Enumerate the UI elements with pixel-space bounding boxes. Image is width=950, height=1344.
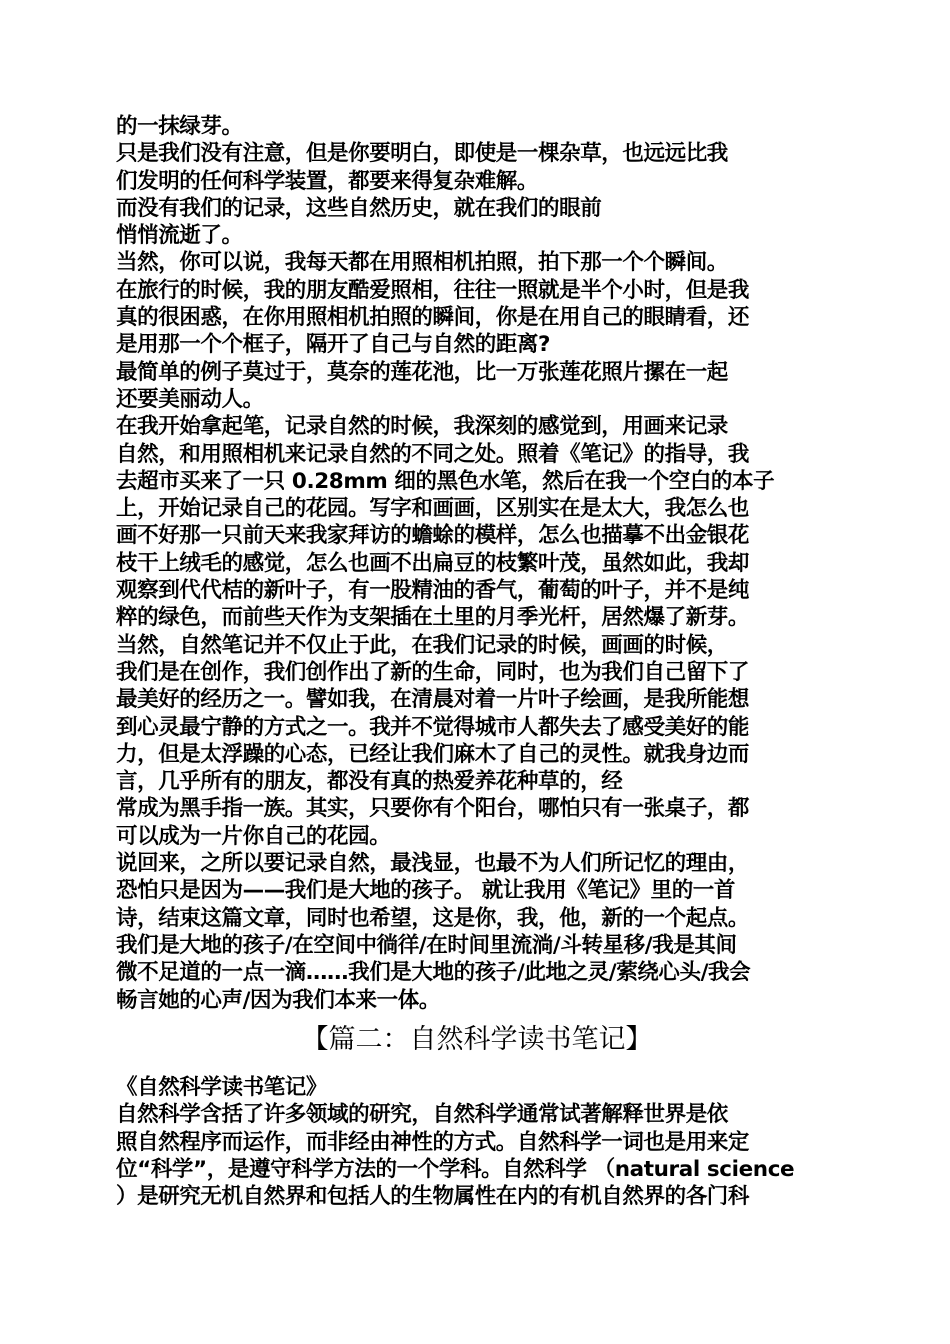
text-line: 最简单的例子莫过于，莫奈的莲花池，比一万张莲花照片摞在一起: [116, 359, 728, 385]
text-line: 常成为黑手指一族。其实，只要你有个阳台，哪怕只有一张桌子，都: [116, 796, 750, 822]
article-body-part-1: [116, 113, 838, 1014]
text-line: 而没有我们的记录，这些自然历史，就在我们的眼前: [116, 195, 602, 221]
text-line: 上，开始记录自己的花园。写字和画画，区别实在是太大，我怎么也: [116, 496, 750, 522]
text-line: 在旅行的时候，我的朋友酷爱照相，往往一照就是半个小时，但是我: [116, 277, 750, 303]
text-line: 画不好那一只前天来我家拜访的蟾蜍的模样，怎么也描摹不出金银花: [116, 523, 750, 549]
text-line: 位“科学”，是遵守科学方法的一个学科。自然科学 （natural science: [116, 1156, 795, 1182]
text-line: 在我开始拿起笔，记录自然的时候，我深刻的感觉到，用画来记录: [116, 414, 728, 440]
text-line: 们发明的任何科学装置，都要来得复杂难解。: [116, 168, 539, 194]
text-line: 是用那一个个框子，隔开了自己与自然的距离?: [116, 332, 551, 358]
text-line: 观察到代代桔的新叶子，有一股精油的香气，葡萄的叶子，并不是纯: [116, 578, 750, 604]
text-line: 自然，和用照相机来记录自然的不同之处。照着《笔记》的指导，我: [116, 441, 750, 467]
text-line: 自然科学含括了许多领域的研究，自然科学通常试著解释世界是依: [116, 1102, 728, 1128]
text-line: 恐怕只是因为——我们是大地的孩子。 就让我用《笔记》里的一首: [116, 878, 735, 904]
text-line: 力，但是太浮躁的心态，已经让我们麻木了自己的灵性。就我身边而: [116, 741, 750, 767]
text-line: 枝干上绒毛的感觉，怎么也画不出扁豆的枝繁叶茂，虽然如此，我却: [116, 550, 750, 576]
text-line: 可以成为一片你自己的花园。: [116, 823, 391, 849]
text-line: 《自然科学读书笔记》: [116, 1075, 328, 1100]
text-line: 当然，自然笔记并不仅止于此，在我们记录的时候，画画的时候，: [116, 632, 728, 658]
text-line: 的一抹绿芽。: [116, 114, 243, 139]
text-line: 言，几乎所有的朋友，都没有真的热爱养花种草的，经: [116, 769, 623, 795]
text-line: 只是我们没有注意，但是你要明白，即使是一棵杂草，也远远比我: [116, 141, 728, 167]
article-body-part-2: [116, 1074, 838, 1210]
text-line: 到心灵最宁静的方式之一。我并不觉得城市人都失去了感受美好的能: [116, 714, 750, 740]
text-line: 说回来，之所以要记录自然，最浅显，也最不为人们所记忆的理由，: [116, 851, 750, 877]
text-line: 诗，结束这篇文章，同时也希望，这是你，我，他，新的一个起点。: [116, 905, 750, 931]
text-line: 我们是大地的孩子/在空间中徜徉/在时间里流淌/斗转星移/我是其间: [116, 932, 737, 958]
text-line: 我们是在创作，我们创作出了新的生命，同时，也为我们自己留下了: [116, 659, 750, 685]
text-line: ）是研究无机自然界和包括人的生物属性在内的有机自然界的各门科: [116, 1184, 750, 1210]
text-line: 还要美丽动人。: [116, 386, 264, 412]
text-line: 去超市买来了一只 0.28mm 细的黑色水笔，然后在我一个空白的本子: [116, 468, 775, 494]
text-line: 最美好的经历之一。譬如我，在清晨对着一片叶子绘画，是我所能想: [116, 687, 750, 713]
text-line: 微不足道的一点一滴……我们是大地的孩子/此地之灵/萦绕心头/我会: [116, 960, 751, 986]
text-line: 畅言她的心声/因为我们本来一体。: [116, 987, 440, 1013]
text-line: 照自然程序而运作，而非经由神性的方式。自然科学一词也是用来定: [116, 1129, 750, 1155]
text-line: 悄悄流逝了。: [116, 223, 243, 249]
text-line: 粹的绿色，而前些天作为支架插在土里的月季光杆，居然爆了新芽。: [116, 605, 750, 631]
section-heading: 【篇二：自然科学读书笔记】: [301, 1024, 653, 1055]
text-line: 当然，你可以说，我每天都在用照相机拍照，拍下那一个个瞬间。: [116, 250, 728, 276]
text-line: 真的很困惑，在你用照相机拍照的瞬间，你是在用自己的眼睛看，还: [116, 305, 750, 331]
